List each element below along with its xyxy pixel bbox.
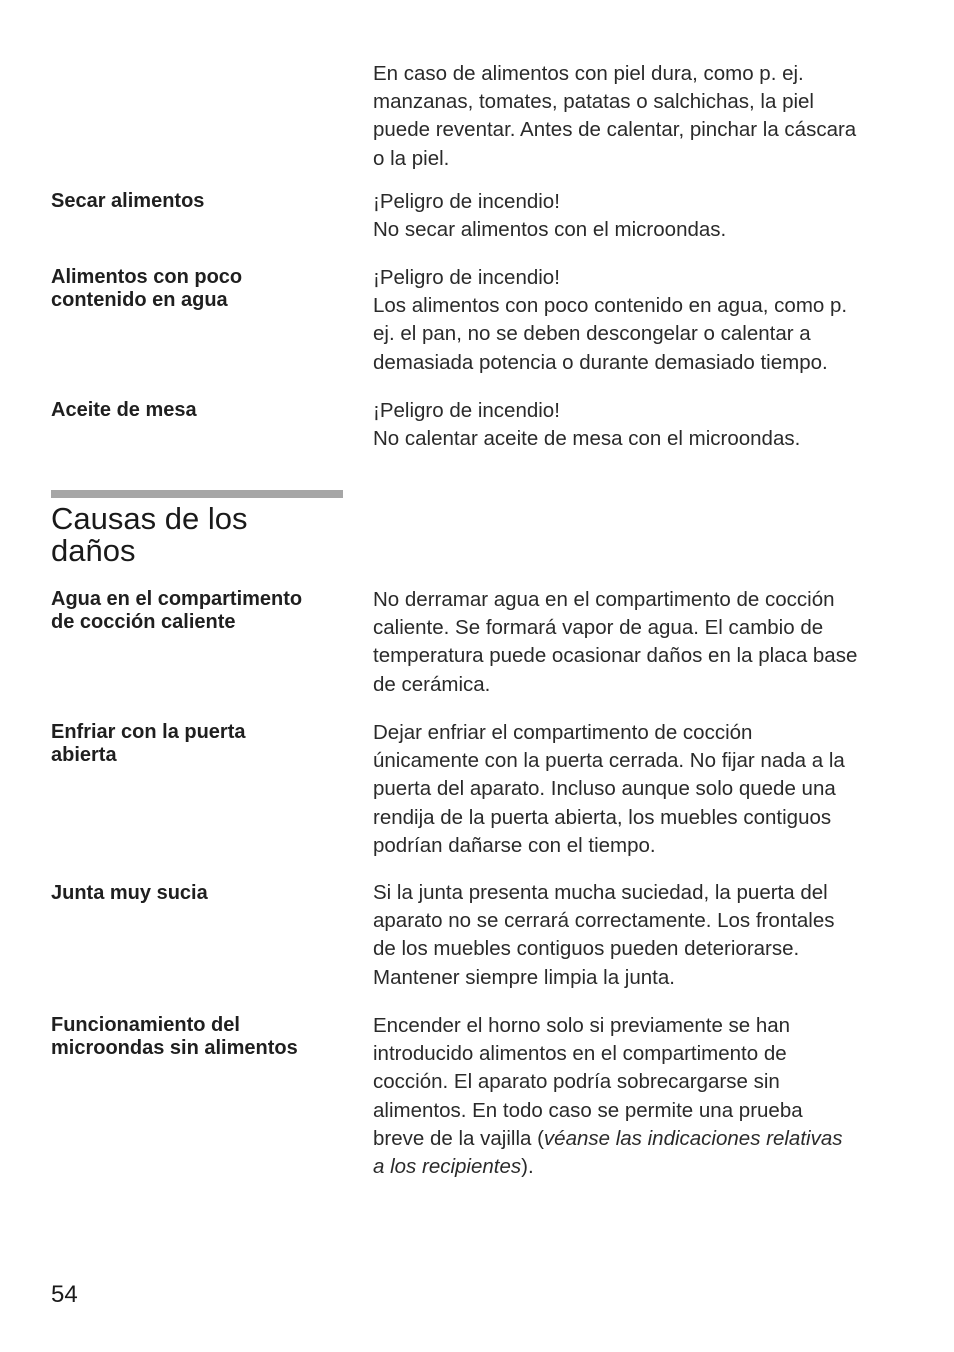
text-line: rendija de la puerta abierta, los muebles contiguos — [373, 805, 832, 829]
label-line: Junta muy sucia — [51, 882, 208, 904]
text-line: Dejar enfriar el compartimento de cocción — [373, 721, 753, 744]
text-line: de los muebles contiguos pueden deteriorarse. — [373, 937, 800, 961]
text-line: manzanas, tomates, patatas o salchichas, la piel — [373, 90, 814, 114]
text-enfriar-puerta-abierta — [373, 719, 903, 860]
text-funcionamiento-sin-alimentos — [373, 1012, 903, 1181]
text-line: No calentar aceite de mesa con el microondas. — [373, 427, 801, 451]
label-enfriar-puerta-abierta — [51, 721, 351, 767]
text-line: No derramar agua en el compartimento de cocción — [373, 588, 835, 611]
label-funcionamiento-sin-alimentos — [51, 1014, 351, 1060]
text-line — [373, 1153, 903, 1181]
label-line: de cocción caliente — [51, 611, 236, 633]
text-line: cocción. El aparato podría sobrecargarse sin — [373, 1070, 780, 1094]
text-line: únicamente con la puerta cerrada. No fijar nada a la — [373, 749, 845, 773]
label-aceite-de-mesa — [51, 399, 351, 422]
label-line: Secar alimentos — [51, 190, 205, 212]
text-line: podrían dañarse con el tiempo. — [373, 833, 656, 857]
text-aceite-de-mesa — [373, 397, 903, 453]
label-secar-alimentos — [51, 190, 351, 213]
text-line: ¡Peligro de incendio! — [373, 399, 560, 422]
text-line: aparato no se cerrará correctamente. Los frontales — [373, 909, 835, 933]
intro-paragraph — [373, 60, 903, 173]
text-line: alimentos. En todo caso se permite una prueba — [373, 1098, 803, 1122]
text-line: ¡Peligro de incendio! — [373, 266, 560, 289]
text-junta-muy-sucia — [373, 879, 903, 992]
text-line: demasiada potencia o durante demasiado tiempo. — [373, 350, 828, 374]
cross-reference: a los recipientes — [373, 1155, 522, 1179]
text-line: Encender el horno solo si previamente se han — [373, 1014, 791, 1037]
text-alimentos-poco-agua — [373, 264, 903, 377]
label-line: abierta — [51, 744, 117, 766]
label-line: microondas sin alimentos — [51, 1037, 298, 1059]
label-line: Agua en el compartimento — [51, 588, 303, 610]
text-secar-alimentos — [373, 188, 903, 244]
title-line: daños — [51, 533, 136, 568]
label-line: Aceite de mesa — [51, 399, 197, 421]
text-fragment: ). — [521, 1155, 534, 1179]
label-line: contenido en agua — [51, 289, 228, 311]
text-line: En caso de alimentos con piel dura, como p. ej. — [373, 62, 804, 85]
text-line: caliente. Se formará vapor de agua. El cambio de — [373, 616, 824, 640]
label-junta-muy-sucia — [51, 882, 351, 905]
cross-reference: véanse las indicaciones relativas — [543, 1126, 843, 1150]
section-title — [51, 503, 247, 567]
title-line: Causas de los — [51, 501, 248, 536]
text-line: o la piel. — [373, 146, 450, 170]
text-line — [373, 1125, 903, 1153]
section-divider — [51, 490, 343, 498]
text-line: puerta del aparato. Incluso aunque solo quede una — [373, 777, 836, 801]
text-line: de cerámica. — [373, 672, 491, 696]
page-number: 54 — [51, 1281, 78, 1308]
text-agua-compartimento — [373, 586, 903, 699]
text-line: Los alimentos con poco contenido en agua, como p. — [373, 294, 848, 318]
label-line: Enfriar con la puerta — [51, 721, 246, 743]
label-alimentos-poco-agua — [51, 266, 351, 312]
text-fragment: breve de la vajilla ( — [373, 1126, 544, 1150]
text-line: Mantener siempre limpia la junta. — [373, 965, 675, 989]
label-line: Alimentos con poco — [51, 266, 243, 288]
text-line: ¡Peligro de incendio! — [373, 190, 560, 213]
text-line: temperatura puede ocasionar daños en la placa base — [373, 644, 858, 668]
text-line: puede reventar. Antes de calentar, pinchar la cáscara — [373, 118, 857, 142]
label-line: Funcionamiento del — [51, 1014, 240, 1036]
text-line: No secar alimentos con el microondas. — [373, 218, 727, 242]
text-line: Si la junta presenta mucha suciedad, la puerta del — [373, 881, 828, 904]
text-line: introducido alimentos en el compartimento de — [373, 1042, 787, 1066]
text-line: ej. el pan, no se deben descongelar o calentar a — [373, 322, 811, 346]
label-agua-compartimento — [51, 588, 351, 634]
